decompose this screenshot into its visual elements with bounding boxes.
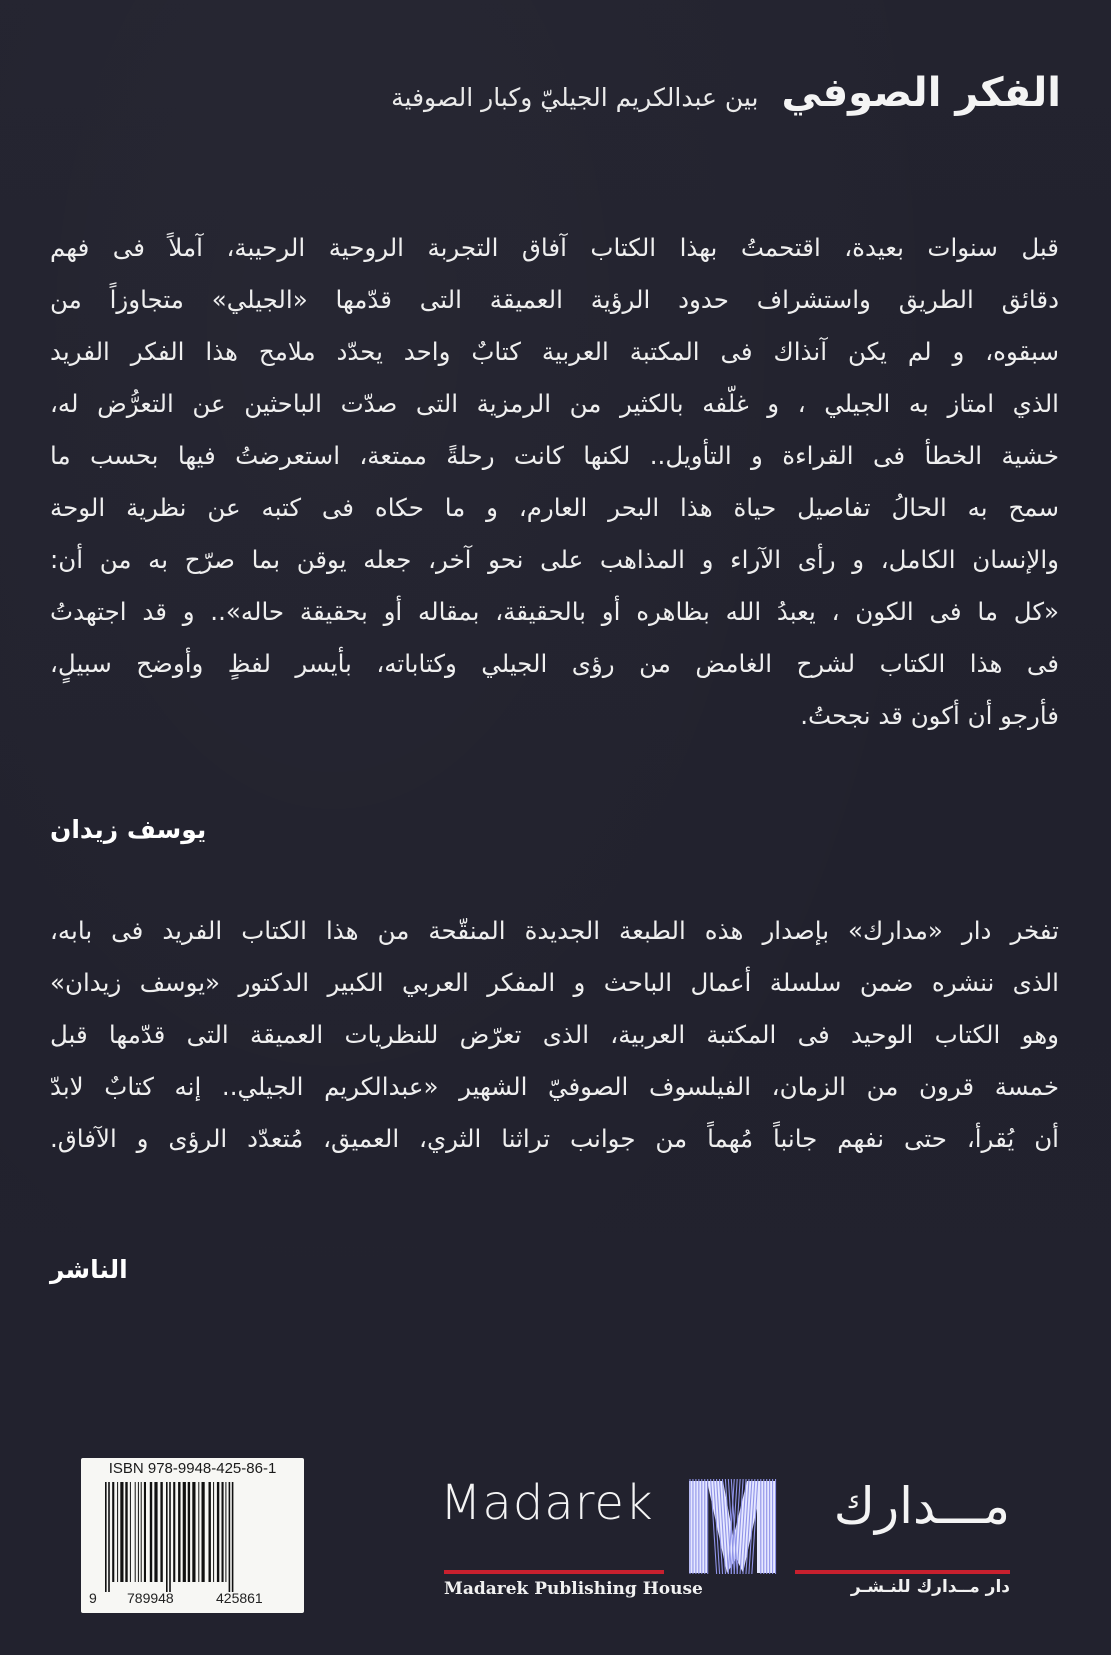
blurb-line: أن يُقرأ، حتى نفهم جانباً مُهماً من جوانب تراثنا الثري، العميق، مُتعدّد الرؤى و الآفاق.	[50, 1124, 1059, 1153]
isbn-label: ISBN 978-9948-425-86-1	[108, 1460, 277, 1477]
book-title: الفكر الصوفي	[781, 70, 1061, 116]
barcode-bar	[120, 1482, 123, 1582]
book-subtitle: بين عبدالكريم الجيليّ وكبار الصوفية	[391, 83, 759, 112]
barcode-bar	[160, 1482, 162, 1582]
blurb-line: تفخر دار «مدارك» بإصدار هذه الطبعة الجديدة المنقّحة من هذا الكتاب الفريد فى بابه،	[50, 916, 1059, 945]
logo-name-en: Madarek	[440, 1475, 654, 1531]
barcode-bar	[225, 1482, 226, 1582]
isbn-barcode-block	[81, 1458, 304, 1613]
barcode-bar	[213, 1482, 214, 1582]
barcode-bar	[150, 1482, 152, 1582]
barcode-bar	[135, 1482, 136, 1582]
barcode-bar	[229, 1482, 231, 1592]
barcode-bar	[217, 1482, 219, 1582]
barcode-icon	[103, 1482, 283, 1592]
barcode-bar	[138, 1482, 139, 1582]
blurb-line: وهو الكتاب الوحيد فى المكتبة العربية، الذى تعرّض للنظريات العميقة التى قدّمها قبل	[50, 1020, 1059, 1049]
blurb-line: قبل سنوات بعيدة، اقتحمتُ بهذا الكتاب آفاق التجربة الروحية الرحيبة، آملاً فى فهم	[50, 233, 1059, 262]
barcode-bar	[198, 1482, 199, 1582]
barcode-bar	[141, 1482, 142, 1582]
blurb-line: فى هذا الكتاب لشرح الغامض من رؤى الجيلي وكتاباته، بأيسر لفظٍ وأوضح سبيلٍ،	[50, 649, 1059, 678]
logo-subtitle-en: Madarek Publishing House	[444, 1579, 703, 1599]
publisher-logo	[440, 1475, 1020, 1605]
barcode-bar	[112, 1482, 114, 1582]
blurb-line: الذى ننشره ضمن سلسلة أعمال الباحث و المفكر العربي الكبير الدكتور «يوسف زيدان»	[50, 968, 1059, 997]
author-blurb	[50, 222, 1059, 742]
barcode-bar	[169, 1482, 171, 1592]
logo-subtitle-ar: دار مــدارك للنـشـر	[850, 1577, 1010, 1597]
barcode-bar	[130, 1482, 131, 1582]
publisher-signature: الناشر	[50, 1255, 128, 1284]
barcode-bar	[178, 1482, 180, 1582]
logo-name-ar: مـــدارك	[833, 1477, 1010, 1535]
barcode-bar	[202, 1482, 205, 1582]
blurb-line: خمسة قرون من الزمان، الفيلسوف الصوفيّ الشهير «عبدالكريم الجيلي.. إنه كتابٌ لابدّ	[50, 1072, 1059, 1101]
barcode-bar	[209, 1482, 211, 1582]
blurb-line: فأرجو أن أكون قد نجحتُ.	[800, 701, 1059, 730]
barcode-bar	[108, 1482, 110, 1592]
blurb-line: خشية الخطأ فى القراءة و التأويل.. لكنها كانت رحلةً ممتعة، استعرضتُ فيها بحسب ما	[50, 441, 1059, 470]
blurb-line: الذي امتاز به الجيلي ، و غلّفه بالكثير من الرمزية التى صدّت الباحثين عن التعرُّض له،	[50, 389, 1059, 418]
barcode-digits-left: 789948	[127, 1590, 174, 1606]
barcode-bar	[125, 1482, 127, 1582]
madarek-m-logo-icon	[687, 1477, 777, 1575]
blurb-line: سبقوه، و لم يكن آنذاك فى المكتبة العربية كتابٌ واحد يحدّد ملامح هذا الفكر الفريد	[50, 337, 1059, 366]
barcode-bar	[183, 1482, 186, 1582]
logo-accent-line-right	[795, 1570, 1010, 1574]
publisher-blurb	[50, 905, 1059, 1165]
barcode-bar	[144, 1482, 146, 1582]
author-signature: يوسف زيدان	[50, 815, 207, 844]
barcode-bar	[117, 1482, 118, 1582]
barcode-bar	[192, 1482, 195, 1582]
barcode-digit-first: 9	[89, 1590, 97, 1606]
blurb-line: والإنسان الكامل، و رأى الآراء و المذاهب على نحو آخر، جعله يوقن بما صرّح به من أن:	[50, 545, 1059, 574]
logo-accent-line-left	[444, 1570, 664, 1574]
blurb-line: «كل ما فى الكون ، يعبدُ الله بظاهره أو بالحقيقة، بمقاله أو بحقيقة حاله».. و قد اجتهدتُ	[50, 597, 1059, 626]
blurb-line: سمح به الحالُ تفاصيل حياة هذا البحر العارم، و ما حكاه فى كتبه عن نظرية الوحة	[50, 493, 1059, 522]
barcode-bar	[166, 1482, 168, 1592]
barcode-bar	[222, 1482, 224, 1582]
barcode-bar	[232, 1482, 234, 1592]
barcode-digits-right: 425861	[216, 1590, 263, 1606]
barcode-bar	[154, 1482, 157, 1582]
barcode-bar	[173, 1482, 175, 1582]
title-block	[50, 70, 1061, 116]
blurb-line: دقائق الطريق واستشراف حدود الرؤية العميقة التى قدّمها «الجيلي» متجاوزاً من	[50, 285, 1059, 314]
barcode-bar	[105, 1482, 107, 1592]
barcode-bar	[188, 1482, 190, 1582]
